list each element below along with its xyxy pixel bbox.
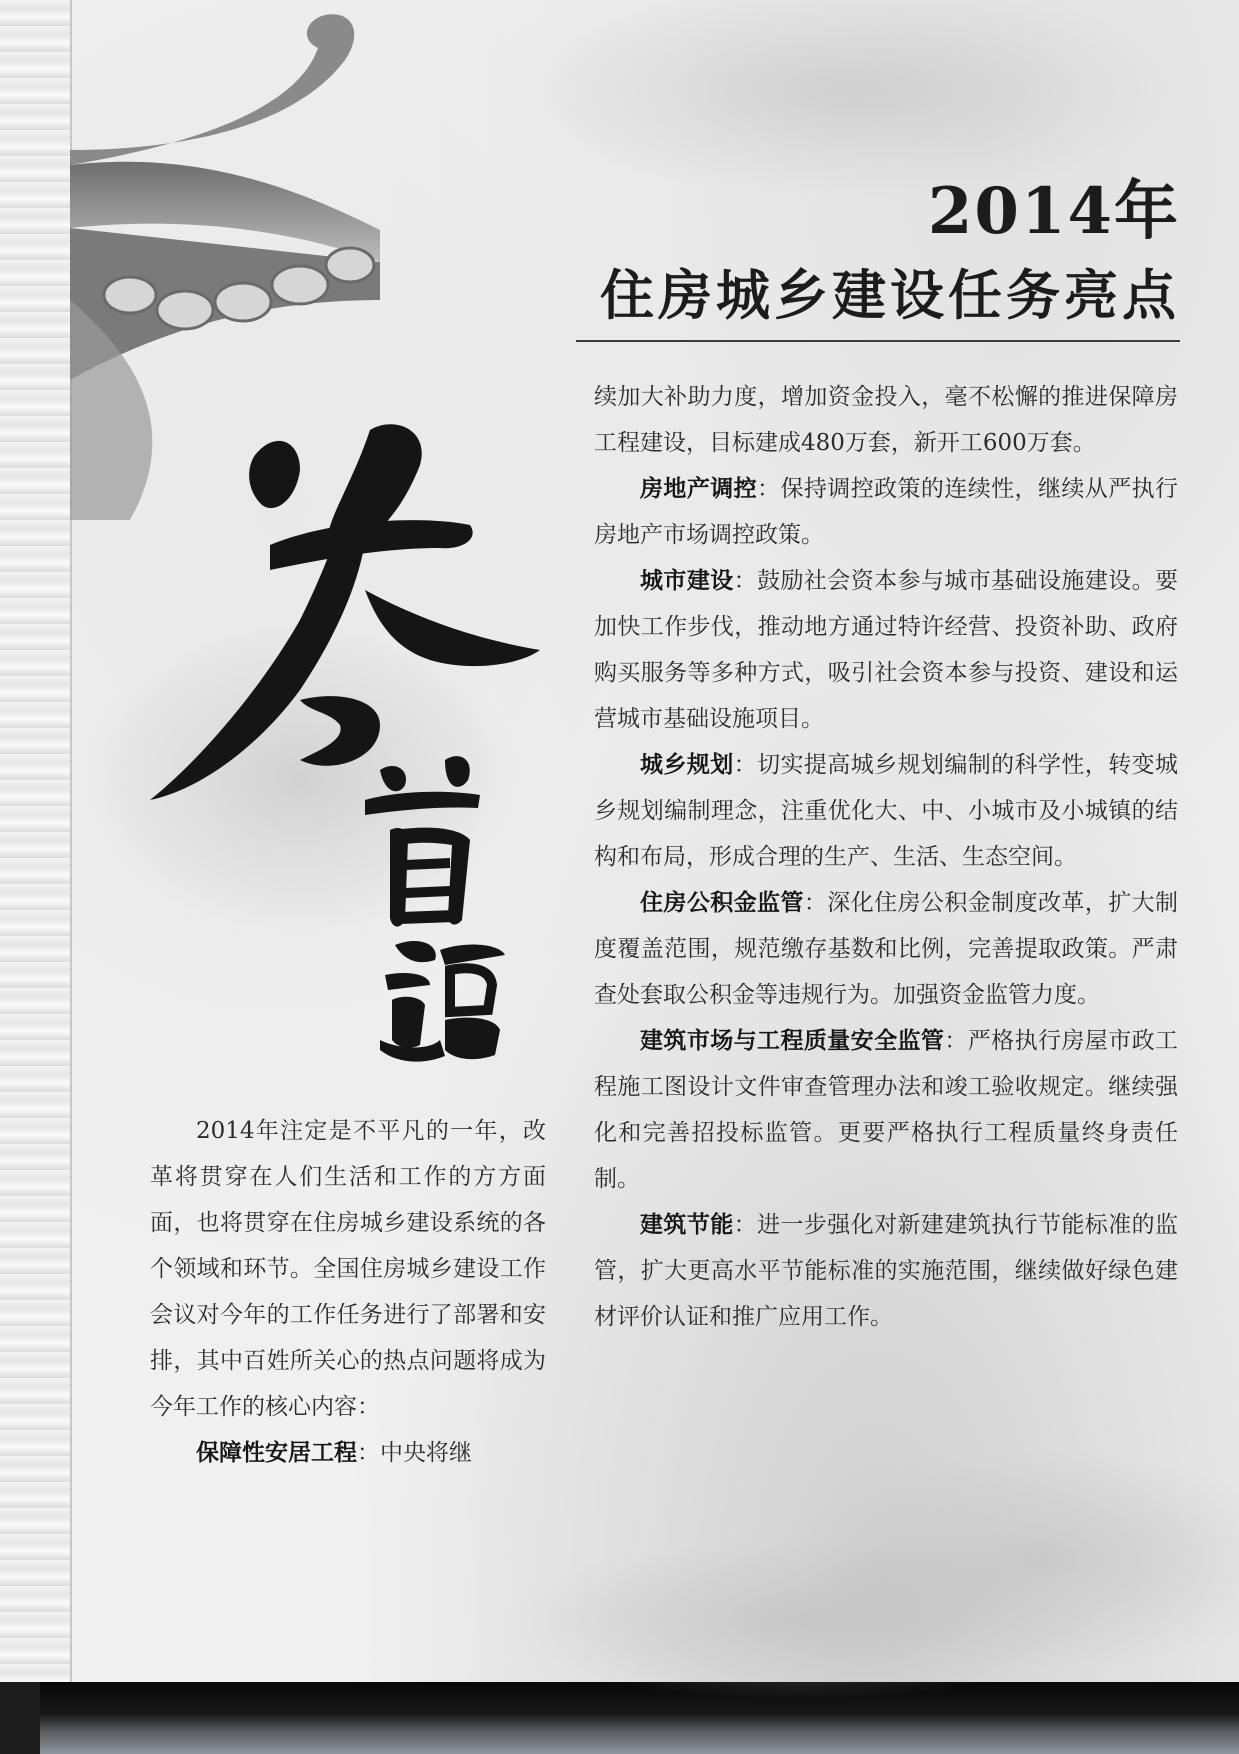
section-text: 严格执行房屋市政工程施工图设计文件审查管理办法和竣工验收规定。继续强化和完善招投标监管。更要严格执行工程质量终身责任制。 bbox=[594, 1028, 1179, 1192]
section-separator: ： bbox=[944, 1028, 968, 1054]
section-separator: ： bbox=[733, 1212, 758, 1238]
roof-eave-illustration bbox=[70, 14, 380, 520]
section-text: 进一步强化对新建建筑执行节能标准的监管，扩大更高水平节能标准的实施范围，继续做好绿色建材评价认证和推广应用工作。 bbox=[594, 1212, 1179, 1330]
section-paragraph bbox=[150, 1430, 546, 1476]
section-paragraph bbox=[594, 1018, 1178, 1202]
mountain-mist bbox=[500, 1540, 1100, 1700]
section-heading: 住房公积金监管 bbox=[640, 890, 804, 916]
title-divider bbox=[576, 340, 1180, 342]
section-separator: ： bbox=[803, 890, 828, 916]
section-text: 鼓励社会资本参与城市基础设施建设。要加快工作步伐，推动地方通过特许经营、投资补助、政府购买服务等多种方式，吸引社会资本参与投资、建设和运营城市基础设施项目。 bbox=[594, 568, 1179, 732]
section-text: 中央将继 bbox=[380, 1440, 472, 1466]
section-text: 切实提高城乡规划编制的科学性，转变城乡规划编制理念，注重优化大、中、小城市及小城镇的结构和布局，形成合理的生产、生活、生态空间。 bbox=[594, 752, 1179, 870]
section-paragraph bbox=[594, 466, 1178, 558]
section-text: 深化住房公积金制度改革，扩大制度覆盖范围，规范缴存基数和比例，完善提取政策。严肃查处套取公积金等违规行为。加强资金监管力度。 bbox=[594, 890, 1179, 1008]
section-heading: 建筑市场与工程质量安全监管 bbox=[640, 1028, 945, 1054]
title-year: 2014年 bbox=[927, 174, 1180, 249]
section-heading: 建筑节能 bbox=[640, 1212, 734, 1238]
section-heading: 房地产调控 bbox=[640, 476, 758, 502]
section-paragraph bbox=[594, 880, 1178, 1018]
section-paragraph bbox=[594, 1202, 1178, 1340]
title-subtitle: 住房城乡建设任务亮点 bbox=[600, 263, 1180, 327]
intro-paragraph: 2014年注定是不平凡的一年，改革将贯穿在人们生活和工作的方方面面，也将贯穿在住房城乡建设系统的各个领域和环节。全国住房城乡建设工作会议对今年的工作任务进行了部署和安排，其中百姓所关心的热点问题将成为今年工作的核心内容： bbox=[150, 1118, 546, 1420]
section-heading: 保障性安居工程 bbox=[196, 1440, 357, 1466]
section-heading: 城乡规划 bbox=[640, 752, 734, 778]
section-separator: ： bbox=[357, 1440, 380, 1466]
sky-cloud bbox=[520, 0, 1180, 200]
section-paragraph-continued: 续加大补助力度，增加资金投入，毫不松懈的推进保障房工程建设，目标建成480万套，新开工600万套。 bbox=[594, 384, 1178, 456]
section-heading: 城市建设 bbox=[640, 568, 734, 594]
section-separator: ： bbox=[733, 752, 758, 778]
left-text-column bbox=[150, 1108, 546, 1476]
right-text-column bbox=[594, 374, 1178, 1340]
section-paragraph bbox=[594, 742, 1178, 880]
section-paragraph bbox=[594, 558, 1178, 742]
section-separator: ： bbox=[757, 476, 781, 502]
section-separator: ： bbox=[733, 568, 758, 594]
section-text: 保持调控政策的连续性，继续从严执行房地产市场调控政策。 bbox=[594, 476, 1179, 548]
